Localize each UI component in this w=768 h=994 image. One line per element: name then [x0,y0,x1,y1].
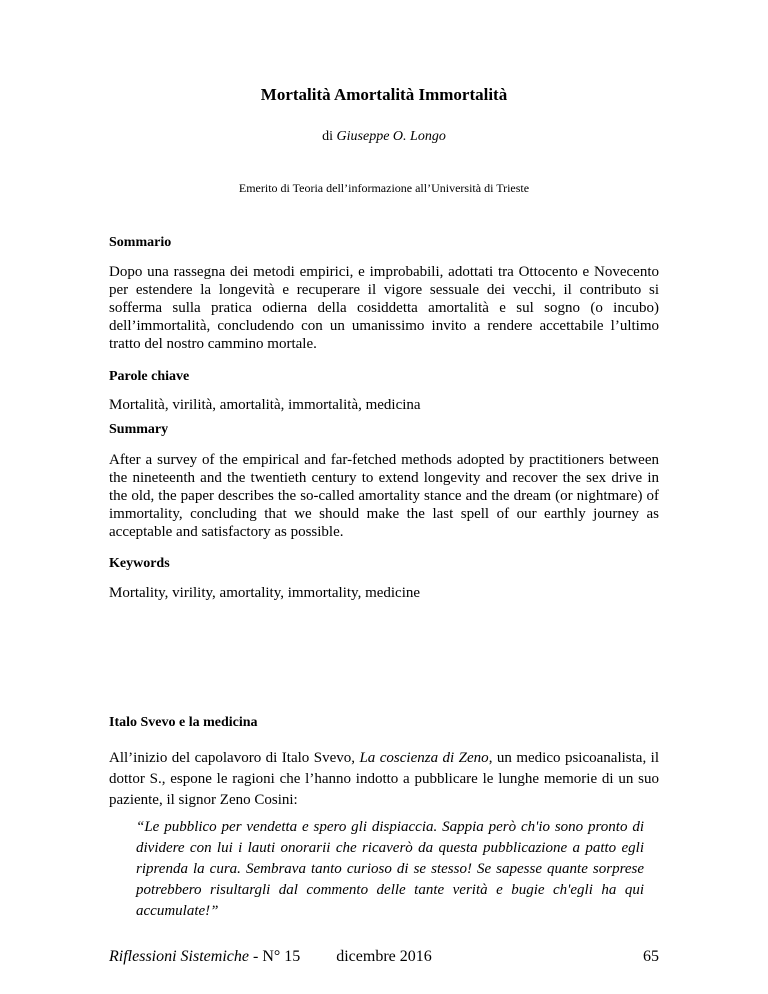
summary-text: After a survey of the empirical and far-fetched methods adopted by practitioners between the nineteenth and the twentieth century to extend longevity and recover the sex drive in the old, the paper describes the so-called amortality stance and the dream (or nightmare) of immortality, concluding that we should make the last spell of our earthly journey as acceptable and satisfactory as possible. [109,452,659,540]
book-title: La coscienza di Zeno [359,750,489,766]
footer-date: dicembre 2016 [336,948,432,965]
svevo-quote: “Le pubblico per vendetta e spero gli dispiaccia. Sappia però ch'io sono pronto di dividere con lui i lauti onorarii che ricaverò da questa pubblicazione a patto egli riprenda la cura. Sembrava tanto curioso di se stesso! Se sapesse quante sorprese potrebbero risultargli dal commento delle tante verità e bugie ch'egli ha qui accumulate!” [136,819,644,919]
author-prefix: di [322,129,337,144]
keywords-heading: Keywords [109,556,170,571]
section-heading: Italo Svevo e la medicina [109,715,258,730]
summary-heading: Summary [109,422,169,437]
journal-issue: - N° 15 [248,948,301,965]
sommario-heading: Sommario [109,235,172,250]
section-intro-after: , un medico psicoanalista, il dottor S., espone le ragioni che l’hanno indotto a pubblicare le lunghe memorie di un suo paziente, il signor Zeno Cosini: [109,750,659,808]
sommario-text: Dopo una rassegna dei metodi empirici, e improbabili, adottati tra Ottocento e Novecento per estendere la longevità e recuperare il vigore sessuale dei vecchi, il contributo si sofferma sulla pratica odierna della cosiddetta amortalità e sul sogno (o incubo) dell’immortalità, concludendo con un umanissimo invito a rendere accettabile l’ultimo tratto del nostro cammino mortale. [109,264,659,352]
parole-chiave-heading: Parole chiave [109,369,190,384]
section-intro [109,748,659,811]
author-affiliation: Emerito di Teoria dell’informazione all’Università di Trieste [238,181,530,195]
paper-title: Mortalità Amortalità Immortalità [260,85,508,104]
page-number: 65 [643,948,659,965]
author-line [0,129,768,145]
keywords-text: Mortality, virility, amortality, immortality, medicine [109,585,421,601]
parole-chiave-text: Mortalità, virilità, amortalità, immortalità, medicina [109,397,421,413]
author-name: Giuseppe O. Longo [336,129,446,144]
journal-name: Riflessioni Sistemiche [109,948,249,965]
section-intro-before: All’inizio del capolavoro di Italo Svevo, [109,750,360,766]
